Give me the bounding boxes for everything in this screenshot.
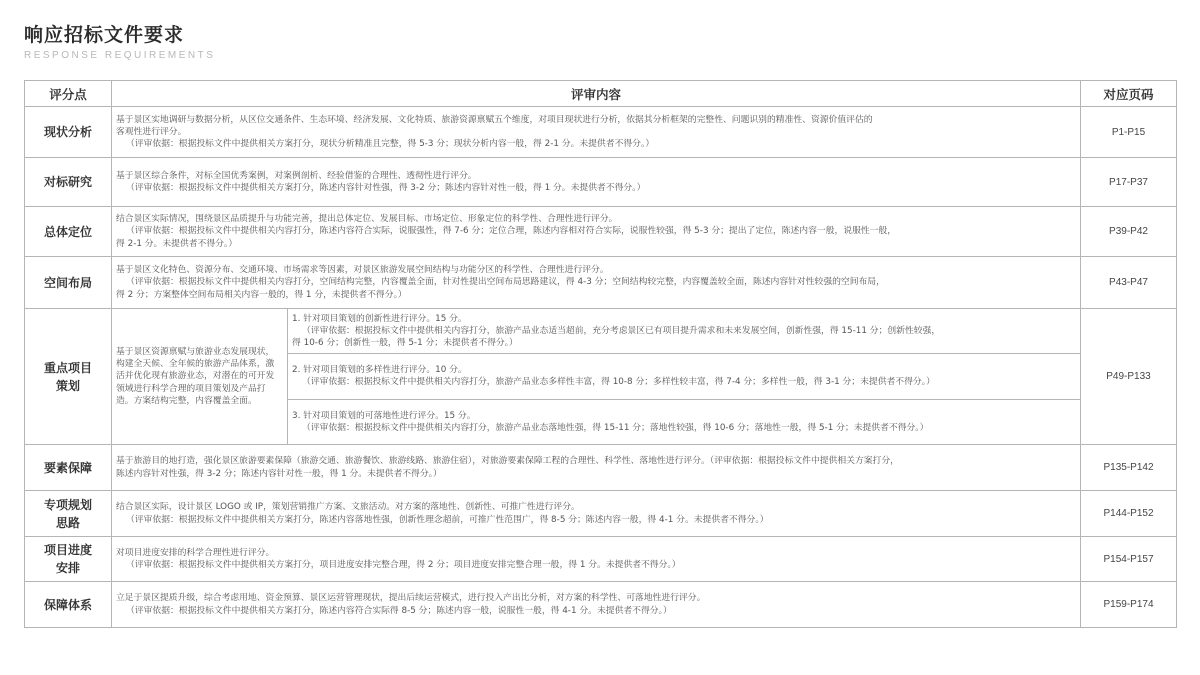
row-page-ref: P39-P42 xyxy=(1081,207,1177,257)
key-project-split xyxy=(112,309,1080,444)
criteria-item xyxy=(288,353,1080,398)
table-row xyxy=(25,158,1177,207)
table-row xyxy=(25,257,1177,309)
category-line: 重点项目 xyxy=(43,360,92,375)
table-header-row xyxy=(25,81,1177,107)
page-title: 响应招标文件要求 xyxy=(24,24,185,46)
content-line: 基于景区文化特色、资源分布、交通环境、市场需求等因素，对景区旅游发展空间结构与功能分区的科学性、合理性进行评分。 xyxy=(116,265,609,276)
row-content xyxy=(112,107,1081,158)
row-content xyxy=(112,257,1081,309)
row-content xyxy=(112,445,1081,491)
row-page-ref: P17-P37 xyxy=(1081,158,1177,207)
row-category xyxy=(25,309,112,445)
content-line: 基于景区综合条件，对标全国优秀案例，对案例剖析、经验借鉴的合理性、透彻性进行评分。 xyxy=(116,170,477,181)
table-row xyxy=(25,445,1177,491)
row-page-ref: P159-P174 xyxy=(1081,582,1177,628)
row-category xyxy=(25,537,112,582)
table-row xyxy=(25,582,1177,628)
criteria-item xyxy=(288,399,1080,444)
review-basis: （评审依据：根据投标文件中提供相关方案打分，陈述内容针对性强，得 3-2 分；陈述内容针对性一般，得 1 分。未提供者不得分。） xyxy=(126,183,646,193)
table-row-key-project xyxy=(25,309,1177,445)
row-content xyxy=(112,491,1081,537)
review-basis-cont: 得 2 分；方案整体空间布局相关内容一般的，得 1 分，未提供者不得分。） xyxy=(116,289,407,300)
row-category xyxy=(25,491,112,537)
content-line: 陈述内容针对性强，得 3-2 分；陈述内容针对性一般，得 1 分。未提供者不得分。） xyxy=(116,468,442,479)
review-basis-cont: 得 2-1 分。未提供者不得分。） xyxy=(116,238,238,249)
table-row xyxy=(25,107,1177,158)
review-basis: （评审依据：根据投标文件中提供相关内容打分，旅游产品业态多样性丰富，得 10-8 分；多样性较丰富，得 7-4 分；多样性一般，得 3-1 分；未提供者不得分。） xyxy=(302,377,935,388)
content-line: 基于景区实地调研与数据分析，从区位交通条件、生态环境、经济发展、文化特质、旅游资源禀赋五个维度，对项目现状进行分析，依据其分析框架的完整性、问题识别的精准性、资源价值评估的 xyxy=(116,114,873,125)
review-basis: （评审依据：根据投标文件中提供相关方案打分，现状分析精准且完整，得 5-3 分；现状分析内容一般，得 2-1 分。未提供者不得分。） xyxy=(126,139,655,150)
row-category: 总体定位 xyxy=(25,207,112,257)
key-project-criteria xyxy=(288,309,1080,444)
row-page-ref: P1-P15 xyxy=(1081,107,1177,158)
category-line: 安排 xyxy=(55,561,80,575)
row-page-ref: P154-P157 xyxy=(1081,537,1177,582)
content-line: 结合景区实际情况，围绕景区品质提升与功能完善，提出总体定位、发展目标、市场定位、形象定位的科学性、合理性进行评分。 xyxy=(116,214,618,225)
criteria-title: 2. 针对项目策划的多样性进行评分。10 分。 xyxy=(292,365,467,376)
review-basis: （评审依据：根据投标文件中提供相关方案打分，陈述内容符合实际得 8-5 分；陈述内容一般，说服性一般，得 4-1 分。未提供者不得分。） xyxy=(126,605,672,616)
row-content xyxy=(112,537,1081,582)
category-line: 策划 xyxy=(55,378,80,393)
review-basis: （评审依据：根据投标文件中提供相关内容打分，陈述内容符合实际，说服强性，得 7-6 分；定位合理，陈述内容相对符合实际，说服性较强，得 5-3 分；提出了定位，陈述内容一般，说服性一般， xyxy=(126,226,897,237)
category-line: 思路 xyxy=(55,515,80,530)
row-content xyxy=(112,309,1081,445)
row-page-ref: P135-P142 xyxy=(1081,445,1177,491)
content-line: 结合景区实际，设计景区 LOGO 或 IP，策划营销推广方案、文旅活动。对方案的落地性、创新性、可推广性进行评分。 xyxy=(116,502,580,513)
table-row xyxy=(25,207,1177,257)
row-page-ref: P43-P47 xyxy=(1081,257,1177,309)
review-basis: （评审依据：根据投标文件中提供相关方案打分，陈述内容落地性强，创新性理念超前，可推广性范围广，得 8-5 分；陈述内容一般，得 4-1 分。未提供者不得分。） xyxy=(126,514,769,525)
table-row xyxy=(25,491,1177,537)
row-page-ref: P144-P152 xyxy=(1081,491,1177,537)
review-basis-cont: 得 10-6 分；创新性一般，得 5-1 分；未提供者不得分。） xyxy=(292,338,518,349)
criteria-title: 3. 针对项目策划的可落地性进行评分。15 分。 xyxy=(292,410,476,421)
content-line: 客观性进行评分。 xyxy=(116,126,187,137)
table-row xyxy=(25,537,1177,582)
row-content xyxy=(112,207,1081,257)
review-basis: （评审依据：根据投标文件中提供相关内容打分，空间结构完整，内容覆盖全面，针对性提出空间布局思路建议，得 4-3 分；空间结构较完整，内容覆盖较全面，陈述内容针对性较强的空间布局， xyxy=(126,277,885,288)
page-subtitle: RESPONSE REQUIREMENTS xyxy=(24,50,216,61)
category-line: 专项规划 xyxy=(43,497,92,512)
row-category: 对标研究 xyxy=(25,158,112,207)
row-category: 保障体系 xyxy=(25,582,112,628)
row-page-ref: P49-P133 xyxy=(1081,309,1177,445)
row-content xyxy=(112,158,1081,207)
criteria-item xyxy=(288,309,1080,353)
column-header-score-point: 评分点 xyxy=(25,81,112,107)
row-content xyxy=(112,582,1081,628)
requirements-table xyxy=(24,80,1177,628)
category-line: 项目进度 xyxy=(43,543,92,557)
row-category: 现状分析 xyxy=(25,107,112,158)
criteria-title: 1. 针对项目策划的创新性进行评分。15 分。 xyxy=(292,313,467,324)
review-basis: （评审依据：根据投标文件中提供相关方案打分，项目进度安排完整合理，得 2 分；项目进度安排完整合理一般，得 1 分。未提供者不得分。） xyxy=(126,560,681,570)
key-project-overview xyxy=(112,309,288,444)
column-header-page-ref: 对应页码 xyxy=(1081,81,1177,107)
row-category: 要素保障 xyxy=(25,445,112,491)
column-header-review-content: 评审内容 xyxy=(112,81,1081,107)
row-category: 空间布局 xyxy=(25,257,112,309)
content-line: 立足于景区提质升级，综合考虑用地、资金预算、景区运营管理现状，提出后续运营模式，进行投入产出比分析，对方案的科学性、可落地性进行评分。 xyxy=(116,593,706,604)
review-basis: （评审依据：根据投标文件中提供相关内容打分，旅游产品业态落地性强，得 15-11 分；落地性较强，得 10-6 分；落地性一般，得 5-1 分；未提供者不得分。） xyxy=(302,422,929,433)
overview-text: 基于景区资源禀赋与旅游业态发展现状，构建全天候、全年候的旅游产品体系，激活并优化现有旅游业态，对潜在的可开发领域进行科学合理的项目策划及产品打造。方案结构完整，内容覆盖全面。 xyxy=(116,346,275,406)
review-basis: （评审依据：根据投标文件中提供相关内容打分，旅游产品业态适当超前，充分考虑景区已有项目提升需求和未来发展空间，创新性强，得 15-11 分；创新性较强， xyxy=(302,326,941,337)
content-line: 基于旅游目的地打造，强化景区旅游要素保障（旅游交通、旅游餐饮、旅游线路、旅游住宿），对旅游要素保障工程的合理性、科学性、落地性进行评分。（评审依据：根据投标文件中提供相关方案打分， xyxy=(116,456,899,467)
content-line: 对项目进度安排的科学合理性进行评分。 xyxy=(116,547,275,558)
